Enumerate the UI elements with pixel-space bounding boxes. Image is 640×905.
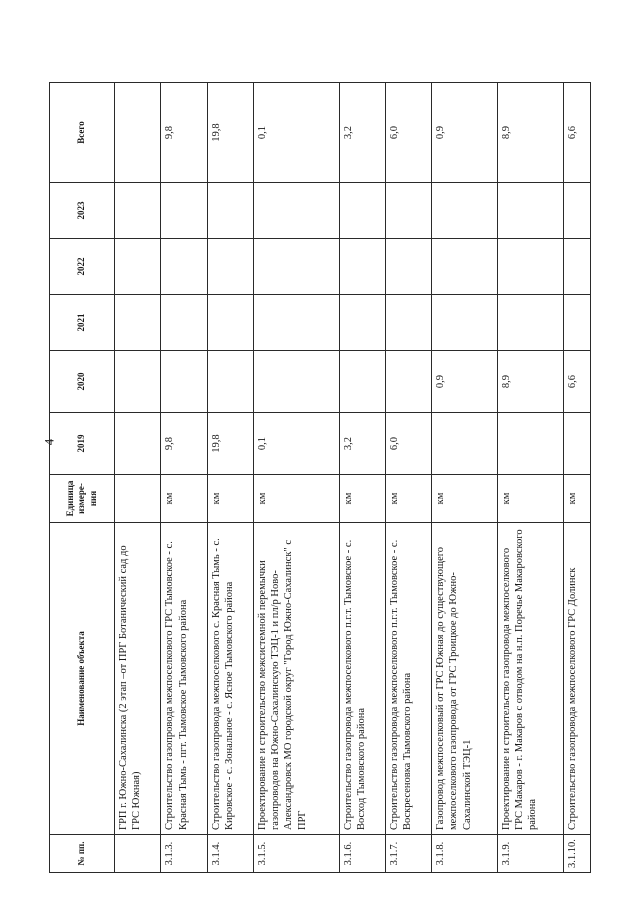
row-num: 3.1.10.: [564, 835, 591, 873]
row-2022: [161, 239, 207, 295]
row-name: Проектирование и строительство газопровода межпоселкового ГРС Макаров - г. Макаров с отводом на н.п. Поречье Макаровского района: [498, 523, 564, 835]
row-unit: км: [385, 475, 431, 523]
row-unit: км: [254, 475, 339, 523]
row-2022: [254, 239, 339, 295]
table-header-row: [50, 83, 115, 873]
row-2023: [564, 183, 591, 239]
row-unit: км: [432, 475, 498, 523]
row-num: 3.1.8.: [432, 835, 498, 873]
row-num: 3.1.6.: [339, 835, 385, 873]
row-num: [115, 835, 161, 873]
row-2019: [498, 413, 564, 475]
row-2023: [115, 183, 161, 239]
row-2021: [339, 295, 385, 351]
row-2019: 6,0: [385, 413, 431, 475]
row-2021: [564, 295, 591, 351]
row-name: Строительство газопровода межпоселкового ГРС Тымовское - с. Красная Тымь - пгт. Тымовское Тымовского района: [161, 523, 207, 835]
row-total: 6,6: [564, 83, 591, 183]
table-row: [432, 83, 498, 873]
header-unit: Единица измере-ния: [50, 475, 115, 523]
row-name: ГРП г. Южно-Сахалинска (2 этап –от ПРГ Ботанический сад до ГРС Южная): [115, 523, 161, 835]
table-row: [564, 83, 591, 873]
header-2019: 2019: [50, 413, 115, 475]
header-2021: 2021: [50, 295, 115, 351]
row-num: 3.1.5.: [254, 835, 339, 873]
rotated-table-container: [49, 83, 591, 873]
row-2020: 0,9: [432, 351, 498, 413]
row-name: Строительство газопровода межпоселкового п.г.т. Тымовское - с. Восход Тымовского района: [339, 523, 385, 835]
row-2022: [207, 239, 253, 295]
row-2023: [207, 183, 253, 239]
row-2023: [385, 183, 431, 239]
row-2020: [207, 351, 253, 413]
row-name: Строительство газопровода межпоселкового с. Красная Тымь - с. Кировское - с. Зональное - с. Ясное Тымовского района: [207, 523, 253, 835]
row-2021: [254, 295, 339, 351]
table-row: [254, 83, 339, 873]
row-2021: [115, 295, 161, 351]
row-total: 19,8: [207, 83, 253, 183]
row-num: 3.1.9.: [498, 835, 564, 873]
row-name: Проектирование и строительство межсистемной перемычки газопроводов на Южно-Сахалинскую ТЭЦ-1 и пл/р Ново-Александровск МО городской округ "Город Южно-Сахалинск" с ПРГ: [254, 523, 339, 835]
row-name: Строительство газопровода межпоселкового ГРС Долинск: [564, 523, 591, 835]
table-row: [207, 83, 253, 873]
row-unit: км: [161, 475, 207, 523]
row-2021: [385, 295, 431, 351]
row-num: 3.1.4.: [207, 835, 253, 873]
row-name: Строительство газопровода межпоселкового п.г.т. Тымовское - с. Воскресеновка Тымовского района: [385, 523, 431, 835]
row-2020: 8,9: [498, 351, 564, 413]
row-total: 0,9: [432, 83, 498, 183]
table-row: [339, 83, 385, 873]
row-unit: [115, 475, 161, 523]
row-2022: [339, 239, 385, 295]
row-2019: [564, 413, 591, 475]
row-2022: [385, 239, 431, 295]
table-row: [161, 83, 207, 873]
row-2019: 3,2: [339, 413, 385, 475]
table-row: [385, 83, 431, 873]
row-total: 8,9: [498, 83, 564, 183]
row-2023: [339, 183, 385, 239]
row-total: 3,2: [339, 83, 385, 183]
header-2022: 2022: [50, 239, 115, 295]
row-total: 9,8: [161, 83, 207, 183]
row-2020: 6,6: [564, 351, 591, 413]
row-2019: 0,1: [254, 413, 339, 475]
row-2019: 9,8: [161, 413, 207, 475]
row-unit: км: [207, 475, 253, 523]
row-2022: [498, 239, 564, 295]
row-2020: [254, 351, 339, 413]
row-num: 3.1.7.: [385, 835, 431, 873]
header-name: Наименование объекта: [50, 523, 115, 835]
row-total: 6,0: [385, 83, 431, 183]
header-num: № пп.: [50, 835, 115, 873]
row-2022: [115, 239, 161, 295]
row-2021: [207, 295, 253, 351]
row-2020: [161, 351, 207, 413]
row-total: [115, 83, 161, 183]
row-2023: [161, 183, 207, 239]
header-total: Всего: [50, 83, 115, 183]
row-2019: 19,8: [207, 413, 253, 475]
row-2023: [498, 183, 564, 239]
row-2022: [432, 239, 498, 295]
row-2020: [385, 351, 431, 413]
table-row: [115, 83, 161, 873]
row-2020: [115, 351, 161, 413]
objects-table: [49, 82, 591, 873]
row-2021: [432, 295, 498, 351]
row-total: 0,1: [254, 83, 339, 183]
row-2021: [498, 295, 564, 351]
row-2019: [115, 413, 161, 475]
row-unit: км: [498, 475, 564, 523]
table-row: [498, 83, 564, 873]
row-2023: [432, 183, 498, 239]
header-2020: 2020: [50, 351, 115, 413]
header-2023: 2023: [50, 183, 115, 239]
row-2019: [432, 413, 498, 475]
page-number: 4: [41, 438, 57, 446]
row-2021: [161, 295, 207, 351]
row-unit: км: [339, 475, 385, 523]
row-unit: км: [564, 475, 591, 523]
row-2023: [254, 183, 339, 239]
row-2020: [339, 351, 385, 413]
row-num: 3.1.3.: [161, 835, 207, 873]
row-name: Газопровод межпоселковый от ГРС Южная до существующего межпоселкового газопровода от ГРС Троицкое до Южно-Сахалинской ТЭЦ-1: [432, 523, 498, 835]
row-2022: [564, 239, 591, 295]
